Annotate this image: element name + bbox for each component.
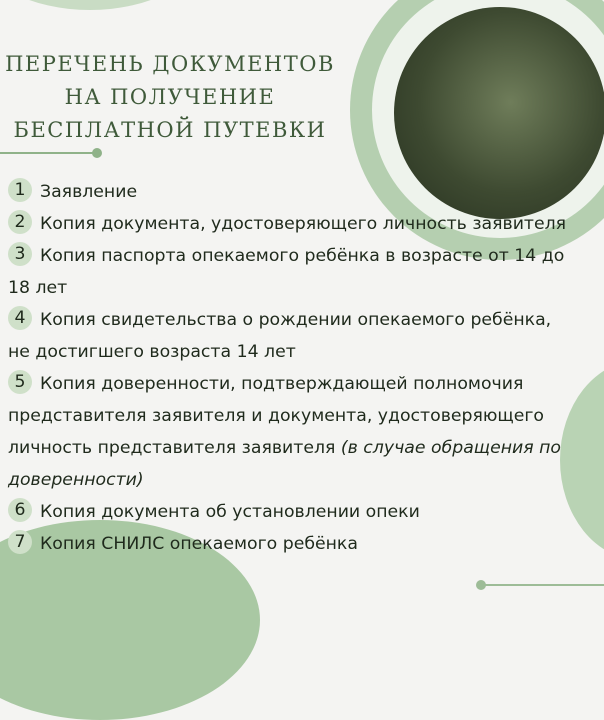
item-note: доверенности) [8,470,144,490]
list-item-5-cont-1 [8,400,598,432]
decorative-arc-top-left [0,0,200,10]
item-text: представителя заявителя и документа, удостоверяющего [8,406,544,426]
item-text: Копия документа, удостоверяющего личность заявителя [40,214,567,234]
list-item-5-cont-3 [8,464,598,496]
item-number: 5 [8,370,32,394]
item-text: Заявление [40,182,138,202]
list-item-4 [8,304,598,336]
page-title-line-2: НА ПОЛУЧЕНИЕ [64,85,276,109]
bottom-divider-dot [476,580,486,590]
item-text: Копия свидетельства о рождении опекаемого ребёнка, [40,310,552,330]
item-number: 6 [8,498,32,522]
bottom-divider-line [484,584,604,586]
list-item-6 [8,496,598,528]
item-number: 3 [8,242,32,266]
item-text: личность представителя заявителя [8,438,336,458]
list-item-3-cont [8,272,598,304]
item-text: 18 лет [8,278,68,298]
item-number: 4 [8,306,32,330]
list-item-2 [8,208,598,240]
page-title-line-3: БЕСПЛАТНОЙ ПУТЕВКИ [13,118,327,142]
divider-line [0,152,96,154]
item-text: Копия доверенности, подтверждающей полномочия [40,374,524,394]
item-text: Копия СНИЛС опекаемого ребёнка [40,534,358,554]
list-item-5 [8,368,598,400]
list-item-4-cont [8,336,598,368]
document-list [8,176,598,560]
page-title-line-1: ПЕРЕЧЕНЬ ДОКУМЕНТОВ [5,52,335,76]
divider-dot [92,148,102,158]
list-item-3 [8,240,598,272]
list-item-7 [8,528,598,560]
item-number: 1 [8,178,32,202]
item-text: Копия документа об установлении опеки [40,502,420,522]
item-note: (в случае обращения по [340,438,561,458]
item-number: 7 [8,530,32,554]
item-text: не достигшего возраста 14 лет [8,342,296,362]
item-number: 2 [8,210,32,234]
list-item-1 [8,176,598,208]
list-item-5-cont-2 [8,432,598,464]
item-text: Копия паспорта опекаемого ребёнка в возрасте от 14 до [40,246,565,266]
